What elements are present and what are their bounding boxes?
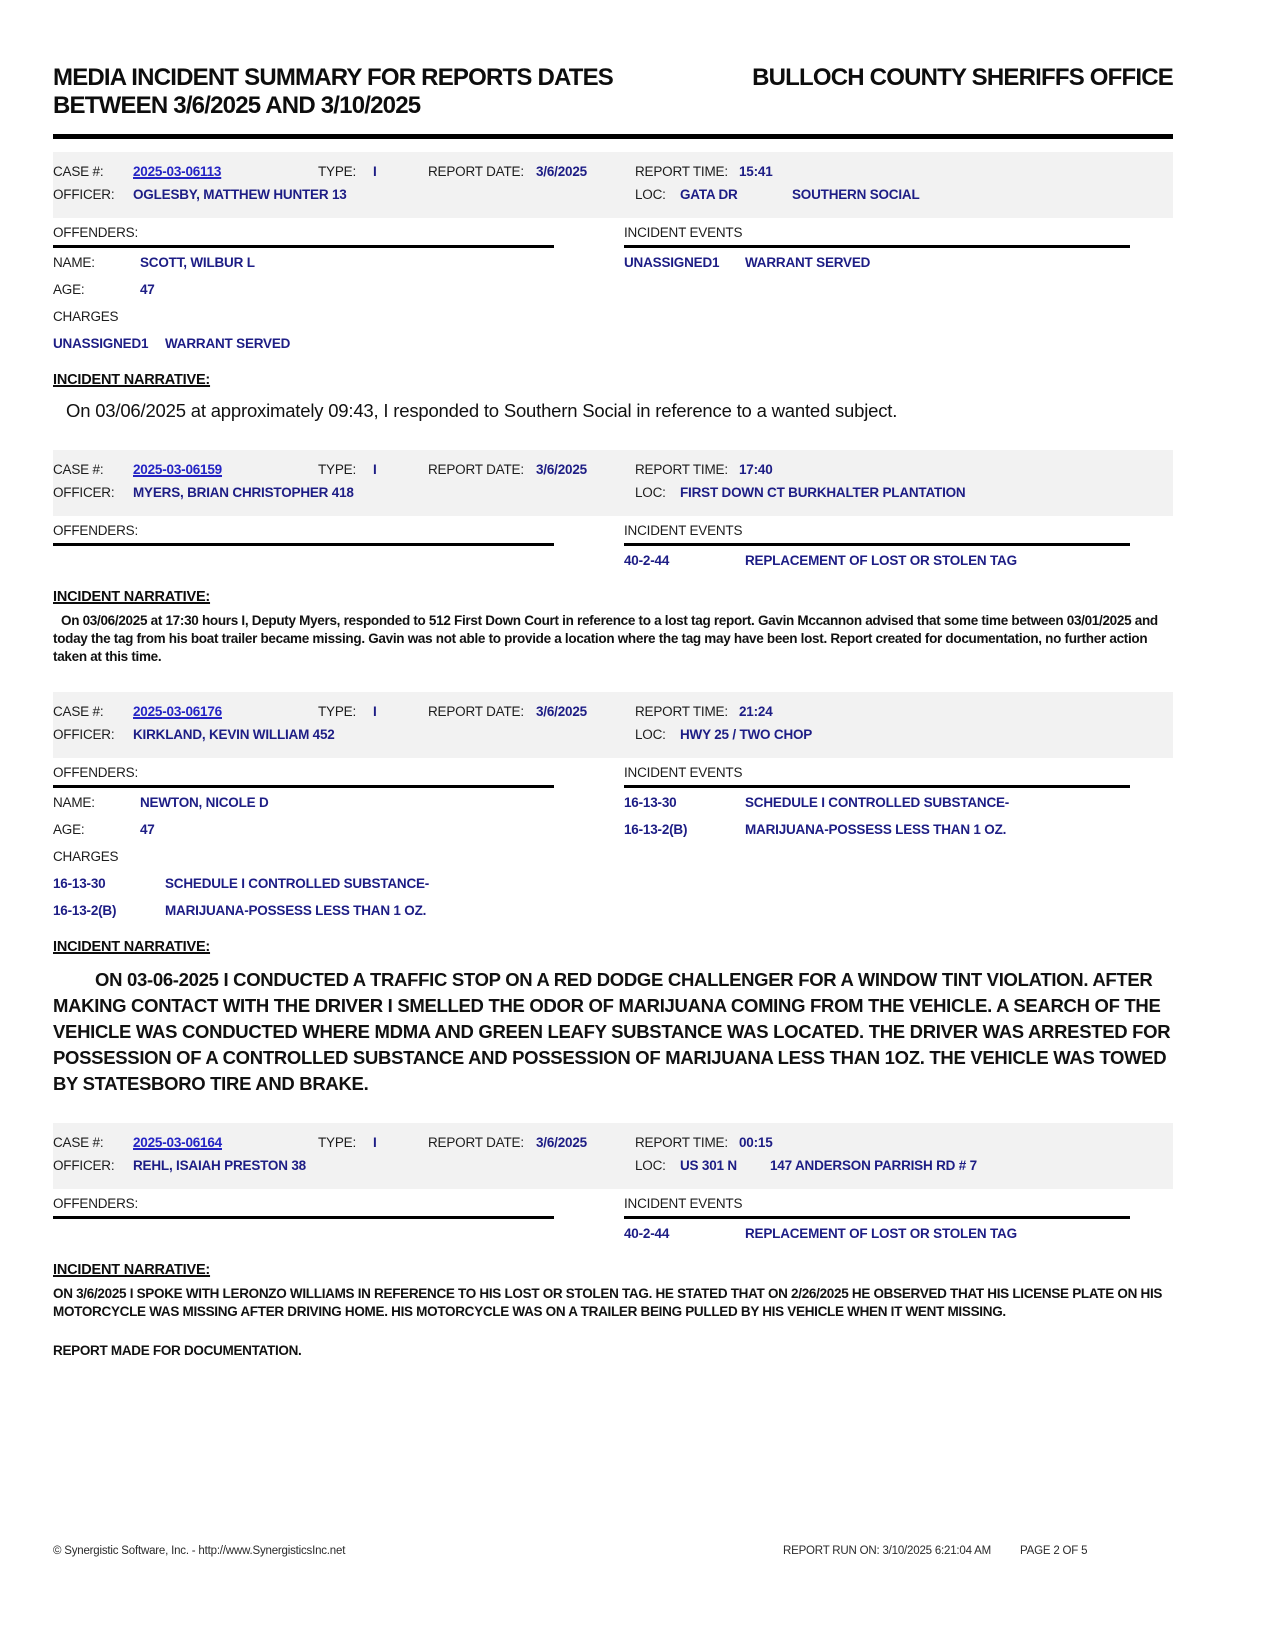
event-code: 16-13-2(B): [624, 822, 688, 837]
case-row: [53, 162, 1173, 185]
loc-value-2: SOUTHERN SOCIAL: [792, 187, 920, 202]
officer-label: OFFICER:: [53, 485, 115, 500]
event-code: 40-2-44: [624, 553, 670, 568]
report-date-value: 3/6/2025: [536, 164, 587, 179]
offenders-divider: [53, 1216, 554, 1219]
charge-code: UNASSIGNED1: [53, 336, 149, 351]
charge-desc: WARRANT SERVED: [165, 336, 291, 351]
case-label: CASE #:: [53, 164, 104, 179]
charge-desc: SCHEDULE I CONTROLLED SUBSTANCE-: [165, 876, 430, 891]
incident-events-heading: INCIDENT EVENTS: [624, 225, 743, 240]
incident-events-divider: [624, 543, 1130, 546]
case-header-band: [53, 1123, 1173, 1189]
officer-label: OFFICER:: [53, 187, 115, 202]
agency-name: BULLOCH COUNTY SHERIFFS OFFICE: [752, 64, 1173, 91]
incident-events-heading: INCIDENT EVENTS: [624, 1196, 743, 1211]
event-desc: SCHEDULE I CONTROLLED SUBSTANCE-: [745, 795, 1010, 810]
incident-events-divider: [624, 1216, 1130, 1219]
event-row: [624, 794, 1173, 815]
offenders-divider: [53, 543, 554, 546]
type-value: I: [373, 462, 377, 477]
case-number-link[interactable]: 2025-03-06159: [133, 462, 222, 477]
report-date-label: REPORT DATE:: [428, 164, 524, 179]
report-date-label: REPORT DATE:: [428, 462, 524, 477]
offender-age-row: [53, 281, 624, 302]
report-title: [53, 64, 613, 120]
incident-narrative-heading: INCIDENT NARRATIVE:: [53, 372, 211, 388]
officer-row: [53, 1156, 1173, 1179]
case-row: [53, 702, 1173, 725]
offenders-column: [53, 518, 624, 573]
case-header-band: [53, 450, 1173, 516]
loc-label: LOC:: [635, 1158, 666, 1173]
report-date-value: 3/6/2025: [536, 1135, 587, 1150]
offenders-heading: OFFENDERS:: [53, 765, 139, 780]
type-value: I: [373, 704, 377, 719]
case-row: [53, 1133, 1173, 1156]
report-time-label: REPORT TIME:: [635, 462, 728, 477]
report-time-label: REPORT TIME:: [635, 704, 728, 719]
case-number-link[interactable]: 2025-03-06113: [133, 164, 222, 179]
incident-narrative-text: On 03/06/2025 at approximately 09:43, I responded to Southern Social in reference to a wanted subject.: [66, 400, 898, 421]
charges-heading-row: [53, 308, 624, 329]
officer-value: KIRKLAND, KEVIN WILLIAM 452: [133, 727, 335, 742]
report-time-label: REPORT TIME:: [635, 164, 728, 179]
case-label: CASE #:: [53, 1135, 104, 1150]
incident-narrative-heading: INCIDENT NARRATIVE:: [53, 589, 211, 605]
report-time-label: REPORT TIME:: [635, 1135, 728, 1150]
report-header: [53, 64, 1173, 120]
event-row: [624, 552, 1173, 573]
type-label: TYPE:: [318, 1135, 357, 1150]
charge-desc: MARIJUANA-POSSESS LESS THAN 1 OZ.: [165, 903, 427, 918]
page-footer: [53, 1545, 1173, 1565]
offenders-column: [53, 1191, 624, 1246]
age-label: AGE:: [53, 282, 85, 297]
offenders-events-columns: [53, 220, 1173, 356]
events-column: [624, 1191, 1173, 1246]
offenders-heading: OFFENDERS:: [53, 523, 139, 538]
type-label: TYPE:: [318, 462, 357, 477]
loc-value-1: HWY 25 / TWO CHOP: [680, 727, 813, 742]
officer-row: [53, 185, 1173, 208]
offender-age-value: 47: [140, 822, 155, 837]
case-row: [53, 460, 1173, 483]
report-date-value: 3/6/2025: [536, 704, 587, 719]
report-title-line2: BETWEEN 3/6/2025 AND 3/10/2025: [53, 92, 421, 119]
type-label: TYPE:: [318, 164, 357, 179]
report-date-label: REPORT DATE:: [428, 1135, 524, 1150]
loc-value-2: 147 ANDERSON PARRISH RD # 7: [770, 1158, 977, 1173]
header-divider: [53, 134, 1173, 139]
incident-events-divider: [624, 245, 1130, 248]
offender-name-row: [53, 254, 624, 275]
loc-value-1: US 301 N: [680, 1158, 737, 1173]
event-row: [624, 254, 1173, 275]
case-number-link[interactable]: 2025-03-06164: [133, 1135, 222, 1150]
offender-name-value: NEWTON, NICOLE D: [140, 795, 269, 810]
officer-label: OFFICER:: [53, 1158, 115, 1173]
offenders-column: [53, 220, 624, 356]
case-label: CASE #:: [53, 704, 104, 719]
charge-code: 16-13-30: [53, 876, 106, 891]
case-header-band: [53, 692, 1173, 758]
offenders-events-columns: [53, 760, 1173, 923]
incident-block-4: [53, 1123, 1173, 1358]
event-code: UNASSIGNED1: [624, 255, 720, 270]
report-time-value: 17:40: [739, 462, 773, 477]
events-column: [624, 220, 1173, 356]
page-number: PAGE 2 OF 5: [1020, 1545, 1088, 1557]
offender-name-row: [53, 794, 624, 815]
officer-value: OGLESBY, MATTHEW HUNTER 13: [133, 187, 347, 202]
report-note: REPORT MADE FOR DOCUMENTATION.: [53, 1343, 302, 1358]
officer-value: REHL, ISAIAH PRESTON 38: [133, 1158, 306, 1173]
charge-row: [53, 335, 624, 356]
type-value: I: [373, 1135, 377, 1150]
incident-narrative-text: ON 03-06-2025 I CONDUCTED A TRAFFIC STOP ON A RED DODGE CHALLENGER FOR A WINDOW TINT VIOLATION. AFTER MAKING CONTACT WITH THE DRIVER I SMELLED THE ODOR OF MARIJUANA COMING FROM THE VEHICLE. A SEARCH OF THE VEHICLE WAS CONDUCTED WHERE MDMA AND GREEN LEAFY SUBSTANCE WAS LOCATED. THE DRIVER WAS ARRESTED FOR POSSESSION OF A CONTROLLED SUBSTANCE AND POSSESSION OF MARIJUANA LESS THAN 1OZ. THE VEHICLE WAS TOWED BY STATESBORO TIRE AND BRAKE.: [53, 969, 1171, 1094]
incident-block-1: [53, 152, 1173, 424]
case-number-link[interactable]: 2025-03-06176: [133, 704, 222, 719]
type-label: TYPE:: [318, 704, 357, 719]
offender-age-value: 47: [140, 282, 155, 297]
event-desc: WARRANT SERVED: [745, 255, 871, 270]
report-content: [53, 0, 1173, 1358]
offenders-divider: [53, 245, 554, 248]
case-header-band: [53, 152, 1173, 218]
event-row: [624, 1225, 1173, 1246]
offenders-column: [53, 760, 624, 923]
loc-label: LOC:: [635, 485, 666, 500]
report-run-label: REPORT RUN ON:: [783, 1545, 880, 1557]
incident-events-heading: INCIDENT EVENTS: [624, 765, 743, 780]
name-label: NAME:: [53, 795, 95, 810]
events-column: [624, 760, 1173, 923]
incident-block-3: [53, 692, 1173, 1097]
report-run-value: 3/10/2025 6:21:04 AM: [882, 1545, 992, 1557]
incident-narrative-heading: INCIDENT NARRATIVE:: [53, 939, 211, 955]
event-desc: REPLACEMENT OF LOST OR STOLEN TAG: [745, 1226, 1017, 1241]
incident-narrative-text: ON 3/6/2025 I SPOKE WITH LERONZO WILLIAMS IN REFERENCE TO HIS LOST OR STOLEN TAG. HE STATED THAT ON 2/26/2025 HE OBSERVED THAT HIS LICENSE PLATE ON HIS MOTORCYCLE WAS MISSING AFTER DRIVING HOME. HIS MOTORCYCLE WAS ON A TRAILER BEING PULLED BY HIS VEHICLE WHEN IT WENT MISSING.: [53, 1286, 1163, 1319]
report-time-value: 21:24: [739, 704, 773, 719]
event-desc: MARIJUANA-POSSESS LESS THAN 1 OZ.: [745, 822, 1007, 837]
offenders-divider: [53, 785, 554, 788]
officer-row: [53, 483, 1173, 506]
charge-code: 16-13-2(B): [53, 903, 117, 918]
offenders-heading: OFFENDERS:: [53, 1196, 139, 1211]
event-row: [624, 821, 1173, 842]
officer-row: [53, 725, 1173, 748]
incident-narrative-heading: INCIDENT NARRATIVE:: [53, 1262, 211, 1278]
charges-heading-row: [53, 848, 624, 869]
officer-value: MYERS, BRIAN CHRISTOPHER 418: [133, 485, 354, 500]
incident-narrative-text: On 03/06/2025 at 17:30 hours I, Deputy Myers, responded to 512 First Down Court in reference to a lost tag report. Gavin Mccannon advised that some time between 03/01/2025 and today the tag from his boat trailer became missing. Gavin was not able to provide a location where the tag may have been lost. Report created for documentation, no further action taken at this time.: [53, 613, 1158, 664]
loc-value-1: GATA DR: [680, 187, 738, 202]
event-desc: REPLACEMENT OF LOST OR STOLEN TAG: [745, 553, 1017, 568]
offender-name-value: SCOTT, WILBUR L: [140, 255, 255, 270]
report-date-value: 3/6/2025: [536, 462, 587, 477]
incident-events-divider: [624, 785, 1130, 788]
report-date-label: REPORT DATE:: [428, 704, 524, 719]
charge-row: [53, 902, 624, 923]
loc-label: LOC:: [635, 727, 666, 742]
officer-label: OFFICER:: [53, 727, 115, 742]
type-value: I: [373, 164, 377, 179]
report-title-line1: MEDIA INCIDENT SUMMARY FOR REPORTS DATES: [53, 64, 614, 91]
charges-label: CHARGES: [53, 309, 119, 324]
event-code: 16-13-30: [624, 795, 677, 810]
case-label: CASE #:: [53, 462, 104, 477]
offenders-events-columns: [53, 1191, 1173, 1246]
offenders-events-columns: [53, 518, 1173, 573]
report-time-value: 00:15: [739, 1135, 773, 1150]
offenders-heading: OFFENDERS:: [53, 225, 139, 240]
event-code: 40-2-44: [624, 1226, 670, 1241]
charge-row: [53, 875, 624, 896]
offender-age-row: [53, 821, 624, 842]
loc-value-1: FIRST DOWN CT BURKHALTER PLANTATION: [680, 485, 966, 500]
name-label: NAME:: [53, 255, 95, 270]
charges-label: CHARGES: [53, 849, 119, 864]
loc-label: LOC:: [635, 187, 666, 202]
events-column: [624, 518, 1173, 573]
footer-copyright: © Synergistic Software, Inc. - http://www.SynergisticsInc.net: [53, 1545, 346, 1557]
report-time-value: 15:41: [739, 164, 773, 179]
incident-events-heading: INCIDENT EVENTS: [624, 523, 743, 538]
footer-run-info: [783, 1545, 1087, 1557]
incident-block-2: [53, 450, 1173, 666]
age-label: AGE:: [53, 822, 85, 837]
